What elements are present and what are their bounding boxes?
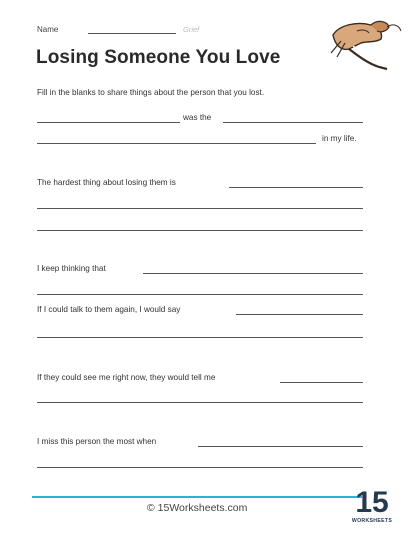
instructions: Fill in the blanks to share things about the person that you lost. (37, 88, 265, 97)
blank-line[interactable] (229, 187, 363, 188)
blank-line[interactable] (236, 314, 363, 315)
copyright-text: © 15Worksheets.com (147, 502, 248, 514)
prompt-in-my-life: in my life. (322, 134, 357, 143)
blank-line[interactable] (198, 446, 363, 447)
topic-label: Grief (183, 25, 200, 34)
worksheets-logo (352, 483, 392, 525)
blank-line[interactable] (37, 294, 363, 295)
name-label: Name (37, 25, 59, 34)
prompt-miss-most: I miss this person the most when (37, 437, 157, 446)
blank-line[interactable] (37, 402, 363, 403)
prompt-hardest-thing: The hardest thing about losing them is (37, 178, 176, 187)
blank-line[interactable] (37, 122, 180, 123)
blank-line[interactable] (37, 230, 363, 231)
footer-divider (32, 496, 362, 498)
logo-text: WORKSHEETS (352, 518, 392, 524)
prompt-see-me: If they could see me right now, they would tell me (37, 373, 216, 382)
blank-line[interactable] (37, 143, 316, 144)
grieving-hand-illustration (327, 13, 405, 71)
prompt-talk-again: If I could talk to them again, I would say (37, 305, 181, 314)
blank-line[interactable] (143, 273, 363, 274)
name-field-line[interactable] (88, 33, 176, 34)
prompt-was-the: was the (183, 113, 212, 122)
blank-line[interactable] (37, 208, 363, 209)
logo-number: 15 (355, 486, 389, 519)
worksheet-title: Losing Someone You Love (36, 47, 281, 68)
blank-line[interactable] (37, 467, 363, 468)
blank-line[interactable] (223, 122, 363, 123)
blank-line[interactable] (280, 382, 363, 383)
blank-line[interactable] (37, 337, 363, 338)
prompt-keep-thinking: I keep thinking that (37, 264, 106, 273)
